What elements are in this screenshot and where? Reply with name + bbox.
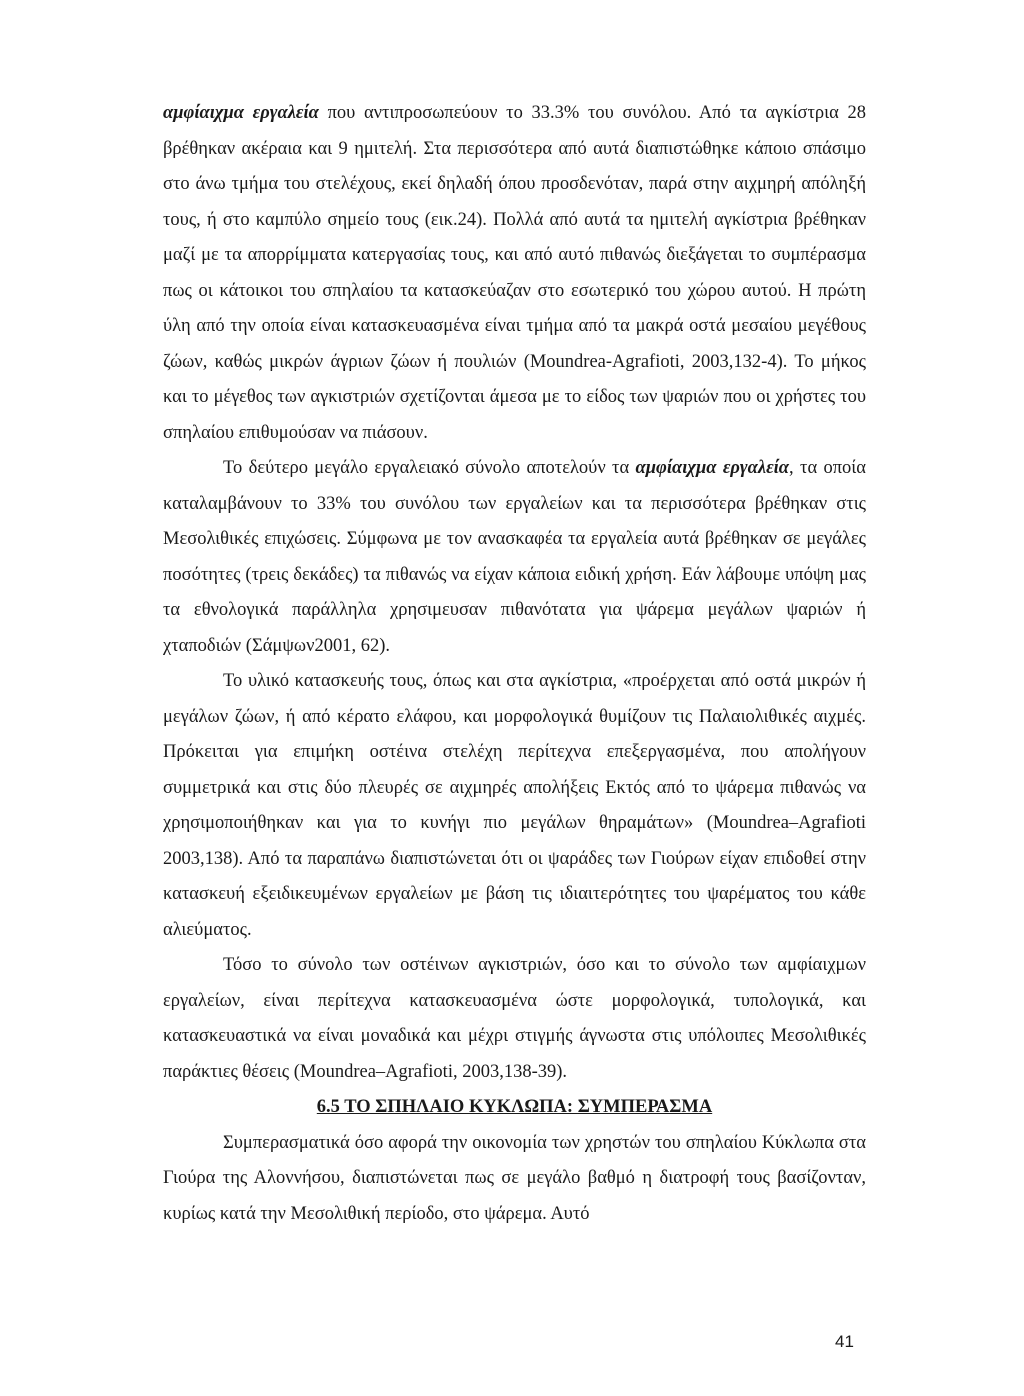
- paragraph-text: Τόσο το σύνολο των οστέινων αγκιστριών, όσο και το σύνολο των αμφίαιχμων εργαλείων, είναι περίτεχνα κατασκευασμένα ώστε μορφολογικά, τυπολογικά, και κατασκευαστικά να είναι μοναδικά και μέχρι στιγμής άγνωστα στις υπόλοιπες Μεσολιθικές παράκτιες θέσεις (Moundrea–Agrafioti, 2003,138-39).: [163, 955, 866, 1082]
- paragraph-text: Το υλικό κατασκευής τους, όπως και στα αγκίστρια, «προέρχεται από οστά μικρών ή μεγάλων ζώων, ή από κέρατο ελάφου, και μορφολογικά θυμίζουν τις Παλαιολιθικές αιχμές. Πρόκειται για επιμήκη οστέινα στελέχη περίτεχνα επεξεργασμένα, που απολήγουν συμμετρικά και στις δύο πλευρές σε αιχμηρές απολήξεις Εκτός από το ψάρεμα πιθανώς να χρησιμοποιήθηκαν και για το κυνήγι πιο μεγάλων θηραμάτων» (Moundrea–Agrafioti 2003,138). Από τα παραπάνω διαπιστώνεται ότι οι ψαράδες των Γιούρων είχαν επιδοθεί στην κατασκευή εξειδικευμένων εργαλείων με βάση τις ιδιαιτερότητες του ψαρέματος του κάθε αλιεύματος.: [163, 671, 866, 940]
- paragraph-text: που αντιπροσωπεύουν το 33.3% του συνόλου. Από τα αγκίστρια 28 βρέθηκαν ακέραια και 9 ημιτελή. Στα περισσότερα από αυτά διαπιστώθηκε κάποιο σπάσιμο στο άνω τμήμα του στελέχους, εκεί δηλαδή όπου προσδενόταν, παρά στην αιχμηρή απόληξή τους, ή στο καμπύλο σημείο τους (εικ.24). Πολλά από αυτά τα ημιτελή αγκίστρια βρέθηκαν μαζί με τα απορρίμματα κατεργασίας τους, και από αυτό πιθανώς διεξάγεται το συμπέρασμα πως οι κάτοικοι του σπηλαίου τα κατασκεύαζαν στο εσωτερικό του χώρου αυτού. Η πρώτη ύλη από την οποία είναι κατασκευασμένα είναι τμήμα από τα μακρά οστά μεσαίου μεγέθους ζώων, καθώς μικρών άγριων ζώων ή πουλιών (Moundrea-Agrafioti, 2003,132-4). Το μήκος και το μέγεθος των αγκιστριών σχετίζονται άμεσα με το είδος των ψαριών που οι χρήστες του σπηλαίου επιθυμούσαν να πιάσουν.: [163, 103, 866, 443]
- section-heading: 6.5 ΤΟ ΣΠΗΛΑΙΟ ΚΥΚΛΩΠΑ: ΣΥΜΠΕΡΑΣΜΑ: [316, 1097, 713, 1117]
- conclusion-paragraph: Συμπερασματικά όσο αφορά την οικονομία των χρηστών του σπηλαίου Κύκλωπα στα Γιούρα της Αλοννήσου, διαπιστώνεται πως σε μεγάλο βαθμό η διατροφή τους βασίζονταν, κυρίως κατά την Μεσολιθική περίοδο, στο ψάρεμα. Αυτό: [163, 1132, 866, 1224]
- paragraph-text: , τα οποία καταλαμβάνουν το 33% του συνόλου των εργαλείων και τα περισσότερα βρέθηκαν στις Μεσολιθικές επιχώσεις. Σύμφωνα με τον ανασκαφέα τα εργαλεία αυτά βρέθηκαν σε μεγάλες ποσότητες (τρεις δεκάδες) τα πιθανώς να είχαν κάποια ειδική χρήση. Εάν λάβουμε υπόψη μας τα εθνολογικά παράλληλα χρησιμευσαν πιθανότατα για ψάρεμα μεγάλων ψαριών ή χταποδιών (Σάμψων2001, 62).: [163, 458, 866, 656]
- page-number: 41: [835, 1332, 854, 1351]
- document-body: [163, 96, 866, 1232]
- paragraph-text: Το δεύτερο μεγάλο εργαλειακό σύνολο αποτελούν τα: [223, 458, 636, 478]
- paragraph-1: [163, 96, 866, 451]
- paragraph-2: [163, 451, 866, 664]
- paragraph-3: [163, 664, 866, 948]
- italic-term: αμφίαιχμα εργαλεία: [163, 103, 319, 123]
- italic-term: αμφίαιχμα εργαλεία: [635, 458, 790, 478]
- paragraph-4: [163, 948, 866, 1090]
